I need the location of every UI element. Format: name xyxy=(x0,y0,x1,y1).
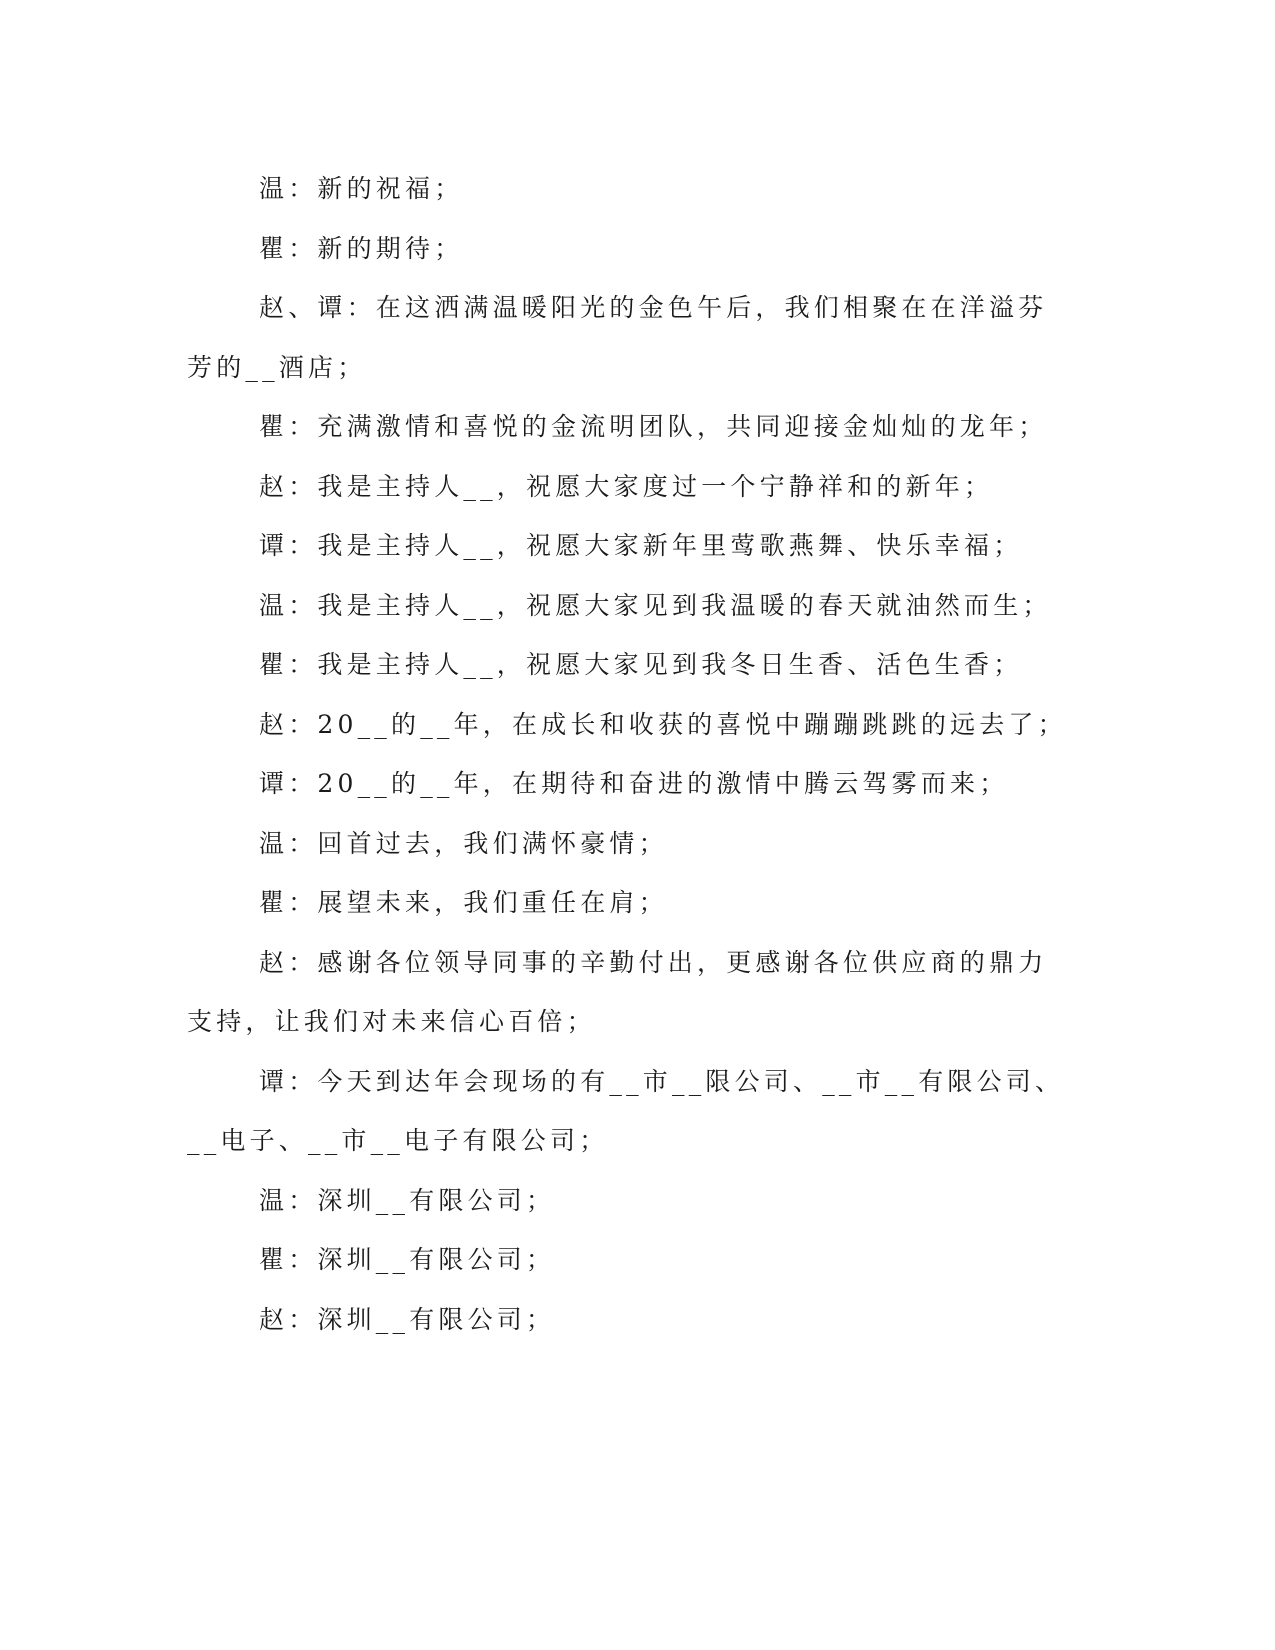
paragraph: 瞿：新的期待； xyxy=(259,233,464,263)
paragraph: 谭：20__的__年，在期待和奋进的激情中腾云驾雾而来； xyxy=(259,769,1009,798)
paragraph: 谭：我是主持人__，祝愿大家新年里莺歌燕舞、快乐幸福； xyxy=(259,531,1023,560)
paragraph: 赵：20__的__年，在成长和收获的喜悦中蹦蹦跳跳的远去了； xyxy=(259,709,1067,739)
paragraph: 温：新的祝福； xyxy=(259,174,464,203)
paragraph: 赵：深圳__有限公司； xyxy=(259,1304,556,1334)
paragraph: 瞿：深圳__有限公司； xyxy=(259,1245,556,1274)
paragraph: 赵、谭：在这洒满温暖阳光的金色午后，我们相聚在在洋溢芬芳的__酒店； xyxy=(187,293,1048,382)
paragraph: 温：深圳__有限公司； xyxy=(259,1185,556,1215)
paragraph: 瞿：我是主持人__，祝愿大家见到我冬日生香、活色生香； xyxy=(259,650,1023,679)
paragraph: 谭：今天到达年会现场的有__市__限公司、__市__有限公司、__电子、__市__电子有限公司； xyxy=(187,1066,1065,1155)
paragraph: 赵：感谢各位领导同事的辛勤付出，更感谢各位供应商的鼎力支持，让我们对未来信心百倍； xyxy=(187,947,1048,1036)
document-body xyxy=(187,159,1067,1349)
paragraph: 赵：我是主持人__，祝愿大家度过一个宁静祥和的新年； xyxy=(259,471,994,501)
paragraph: 瞿：展望未来，我们重任在肩； xyxy=(259,888,668,917)
paragraph: 瞿：充满激情和喜悦的金流明团队，共同迎接金灿灿的龙年； xyxy=(259,412,1048,441)
paragraph: 温：回首过去，我们满怀豪情； xyxy=(259,828,668,858)
paragraph: 温：我是主持人__，祝愿大家见到我温暖的春天就油然而生； xyxy=(259,590,1052,620)
